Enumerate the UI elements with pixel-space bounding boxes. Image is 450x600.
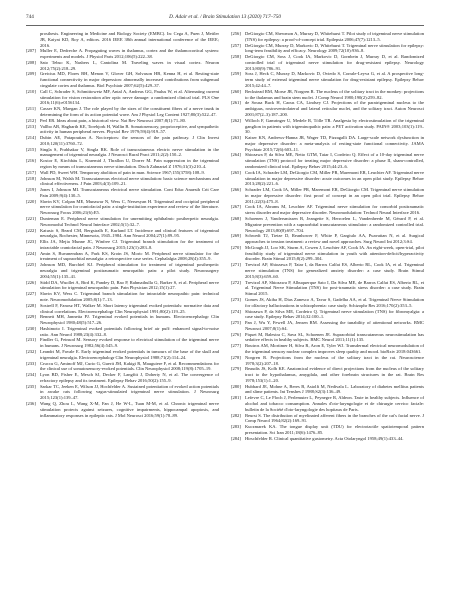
reference-number: [229] [26,314,36,320]
reference-text: Cook IA, Schrader LM, DeGiorgio CM, Miller PR, Maremont ER, Leuchter AF. Trigeminal nerve stimulation in major depressive disorder: acute outcomes in an open pilot study. Epilepsy Behav 2013;28(2):221–6. [245,169,424,187]
reference-text: Stidd DA, Wuollet A, Bird K, Pandey D, Rao P, Rahmathulla G, Barker S, et al. Peripheral nerve stimulation for trigeminal neuropathic pain. Pain Physician 2012;15(1):27. [40,279,219,291]
reference-entry [26,384,219,401]
reference-entry [231,332,424,344]
reference-entry [26,60,219,72]
reference-text: Jones I, Johnson MI. Transcutaneous electrical nerve stimulation. Cont Educ Anaesth Crit Care Pain 2009;9(4):130–5. [40,187,219,198]
reference-number: [210] [26,88,36,94]
reference-number: [220] [26,198,36,204]
reference-entry [231,297,424,309]
references-body [26,31,424,588]
reference-entry [231,309,424,321]
reference-number: [284] [231,435,241,441]
reference-number: [272] [231,279,241,285]
reference-text: Piquet M, Balestra C, Sava SL, Schoenen JE. Supraorbital transcutaneous neurostimulation has sedative effects in healthy subjects. BMC Neurol 2011;11(1):135. [245,331,424,343]
reference-number: [258] [231,54,241,60]
reference-entry [26,48,219,60]
reference-entry [26,228,219,240]
reference-entry [26,31,219,48]
reference-number: [264] [231,152,241,158]
reference-entry [26,199,219,216]
reference-entry [26,372,219,384]
reference-text: Dubin AE, Patapoutian A. Nociceptors: the sensors of the pain pathway. J Clin Invest 2010;120(11):3760–72. [40,135,219,146]
reference-entry [231,436,424,442]
references-right-column [231,31,424,588]
reference-number: [262] [231,117,241,123]
reference-number: [223] [26,239,36,245]
reference-entry [231,280,424,297]
reference-text: Hirschfelder R. Clinical quantitative gustometry. Acta Otolaryngol 1958;49(1):433–44. [245,435,404,441]
reference-number: [265] [231,169,241,175]
reference-number: [226] [26,279,36,285]
reference-number: [266] [231,187,241,193]
reference-text: Lyon BD, Fisher E, Mesch SJ, Decker F, Langfitt J, Doherty N, et al. The convergence of refractory epilepsy and its treatment. Epilepsy Behav 2016;50(2):155–9. [40,372,219,383]
reference-number: [208] [26,59,36,65]
reference-entry [231,245,424,262]
reference-text: Soss J, Heck C, Murray D, Markovic D, Oviedo S, Corrale-Leyva G, et al. A prospective long-term study of external trigeminal nerve stimulation for drug-resistant epilepsy. Epilepsy Behav 2015;42:44–7. [245,71,424,89]
reference-text: Sostrell F, Fanosz HT, Walker M. Short latency trigeminal evoked potentials: normative data and clinical correlations. Electroencephalogr Clin Neurophysiol 1991;80(2):119–25. [40,302,219,314]
reference-entry [26,158,219,170]
reference-number: [282] [231,412,241,418]
reference-text: Ellis JA, Mejia Munne JC, Winfree CJ. Trigeminal branch stimulation for the treatment of intractable craniofacial pain. J Neurosurg 2015;123(1):283–8. [40,239,219,250]
reference-number: [277] [231,343,241,349]
reference-entry [231,366,424,383]
reference-text: Johnson MD, Burchiel KJ. Peripheral stimulation for treatment of trigeminal postherpetic neuralgia and trigeminal posttraumatic neuropathic pain: a pilot study. Neurosurgery 2004;55(1):135–41. [40,262,219,279]
reference-entry [231,170,424,187]
reference-entry [26,71,219,88]
reference-entry [26,147,219,159]
reference-number: [215] [26,146,36,152]
reference-entry [26,262,219,279]
reference-number: [276] [231,331,241,337]
reference-text: Shiozawa P, da Silva ME, Netto GTM, Taiar I, Cordeiro Q. Effect of a 10-day trigeminal nerve stimulation (TNS) protocol for treating major depressive disorder: a phase II, sham-controlled, randomized clinical trial. Epilepsy Behav 2015;44:23–6. [245,152,424,169]
reference-number: [227] [26,291,36,297]
reference-text: McGough JJ, Loo SK, Sturm A, Cowen J, Leuchter AF, Cook IA. An eight-week, open-trial, pilot feasibility study of trigeminal nerve stimulation in youth with attention-deficit/hyperactivity disorder. Brain Stimul 2015;8(2):299–304. [245,244,424,262]
reference-entry [26,176,219,188]
reference-text: Kostor E, Kirchbäu L, Kraemid J, Thrallon U, Dorrer M. Pain suppression in the trigeminal region by means of transcutaneous nerve stimulation. Dtsch Zahnartzl Z 1976;31(3):210–4. [40,158,219,169]
reference-entry [231,384,424,396]
reference-number: [213] [26,123,36,129]
reference-number: [221] [26,216,36,221]
reference-entry [231,204,424,216]
reference-text: Vallbo AB, Hagbarth KE, Torebjork H, Wallin B. Somatosensory, proprioceptive, and sympathetic activity in human peripheral nerves. Physiol Rev 1979;59(4):919–57. [40,123,219,135]
reference-number: [271] [231,262,241,268]
reference-text: Kaiser KN, Andrews-Hanna JR, Wager TD, Pizzagalli DA. Large-scale network dysfunction in major depressive disorder: a meta-analysis of resting-state functional connectivity. JAMA Psychiatr 2015;72(6):603–11. [245,135,424,152]
reference-text: DeGiorgio CM, Shewmon A, Murray D, Whitehurst T. Pilot study of trigeminal nerve stimulation (TNS) for epilepsy: a proof-of-concept trial. Epilepsia 2006;47(7):1213–5. [245,31,424,42]
reference-number: [232] [26,348,36,354]
reference-text: Schoenen J, Vandersmissen B, Jeangette S, Herroelen L, Vandenheede M, Gérard P, et al. Migraine prevention with a supraorbital transcutaneous stimulator: a randomized controlled trial. Neurology 2013;80(8):697–704. [245,216,424,233]
reference-text: Schwedt TJ, Tietze D, Reanhower F, White P, Gargiulo AA, Puavattan N, et al. Surgical approaches to tension treatment: a review and novel approaches. Surg Neurol Int 2012;3:S4. [245,233,424,245]
reference-entry [231,262,424,279]
reference-text: Bennett MH, Jannetta PJ. Trigeminal evoked potentials in humans. Electroencephalogr Clin Neurophysiol 1980;48(5):517–26. [40,314,219,326]
reference-entry [26,337,219,349]
reference-entry [231,89,424,101]
reference-text: Cook IA, Abrams M, Leuchter AF. Trigeminal nerve stimulation for comorbid posttraumatic stress disorder and major depressive disorder. Neuromodulation: Technol Neural Interface 2016. [245,204,424,216]
reference-text: Findler G, Feinsod M. Sensory evoked response to electrical stimulation of the trigeminal nerve in humans. J Neurosurg 1982;56(4):545–9. [40,337,219,349]
reference-text: Amin S, Buvanendran A, Park KS, Kroin JS, Moric M. Peripheral nerve stimulator for the treatment of supraorbital neuralgia: a retrospective case series. Cephalalgia 2008;28(4):355–9. [40,250,219,262]
reference-number: [224] [26,250,36,256]
reference-text: Wang Q, Zhou L, Wang X-M, Fan J, He W-L, Tuan M-M, et al. Chronic trigeminal nerve stimulation protects against seizures, cognitive impairments, hippocampal apoptosis, and inflammatory responses in epileptic rats. J Mol Neurosci 2016;59(1):78–89. [40,401,219,418]
reference-number: [216] [26,158,36,164]
reference-entry [231,54,424,71]
reference-text: Dunteman E. Peripheral nerve stimulation for unremitting ophthalmic postherpetic neuralgia. Neuromodul Technol Neural Interface 2002;5(1):32–7. [40,216,219,227]
reference-number: [280] [231,383,241,389]
reference-text: Leandri M, Favale E. Early trigeminal evoked potentials in tumours of the base of the skull and trigeminal neuralgia. Electroencephalogr Clin Neurophysiol 1988;71(2):114–24. [40,348,219,360]
reference-entry [26,303,219,315]
reference-text: Perl ER. Ideas about pain, a historical view. Nat Rev Neurosci 2007;8(1):71–80. [40,117,187,123]
reference-number: [207] [26,48,36,54]
reference-entry [26,251,219,263]
reference-number: [228] [26,302,36,308]
references-left-column [26,31,219,588]
reference-entry [231,216,424,233]
reference-text: Pan J, Wu Y, Fewell JA, Jensen RM. Assessing the tunability of attentional networks. BMC Neurosci 2007;8(1):S4. [245,320,424,331]
page-number: 744 [26,14,34,20]
reference-entry [231,424,424,436]
reference-entry [26,239,219,251]
reference-text: DeGiorgio CM, Murray D, Markovic D, Whitehurst T. Trigeminal nerve stimulation for epilepsy: long-term feasibility and efficacy. Neurology 2009;72(10):936–8. [245,42,424,54]
reference-text: Beaudis JS, Kolb KE. Anatomical evidence of direct projections from the nucleus of the solitary tract to the hypothalamus, amygdala, and other forebrain structures in the rat. Brain Res 1978;153(1):1–20. [245,366,424,383]
reference-number: [235] [26,383,36,389]
reference-number: [281] [231,395,241,401]
reference-entry [231,233,424,245]
reference-number: [222] [26,227,36,233]
reference-entry [26,124,219,136]
reference-number: [256] [231,31,241,36]
reference-entry [26,135,219,147]
reference-entry [231,135,424,152]
reference-entry [26,280,219,292]
reference-text: Katusic S, Beard CM, Bergstralh E, Kurland LT. Incidence and clinical features of trigeminal neuralgia, Rochester, Minnesota, 1945–1984. Ann Neurol 2004;27(1):89–95. [40,227,219,239]
reference-number: [261] [231,100,241,106]
reference-text: Trevizol AP, Shiozawa P, Taiar I, da Barros Calfat ES, Alberto RL, Cook IA, et al. Trigeminal nerve stimulation (TNS) for generalized anxiety disorder: a case study. Brain Stimul 2015;8(3):659–60. [245,262,424,279]
reference-entry [231,320,424,332]
reference-number: [274] [231,308,241,314]
reference-number: [217] [26,169,36,175]
reference-number [26,31,40,48]
reference-text: Johnson M, Walsh M. Transcutaneous electrical nerve stimulation: basic science mechanisms and clinical effectiveness. J Pain 2003;4(3):109–21. [40,175,219,187]
reference-text: Sarkar TC, Jeeken E, Wilson JJ, Hochfelder A. Sustained potentiation of evoked action potentials in awake rats following vagus-stimulated trigeminal nerve stimulation. J Neurosurg 2015;123(1):139–47. [40,383,219,401]
reference-entry [26,401,219,418]
reference-number: [234] [26,372,36,378]
reference-entry [26,216,219,228]
reference-text: de Sousa Buck H, Caous CA, Lindsey CJ. Projections of the paratrigeminal nucleus to the ambiguus, rostroventrolateral and lateral reticular nuclei, and the solitary tract. Auton Neurosci 2001;87(2–3):187–200. [245,100,424,117]
reference-text: Beckstead RM, Morse JR, Norgren R. The nucleus of the solitary tract in the monkey: projections to the thalamus and brain stem nuclei. J Comp Neurol 1980;190(2):259–82. [245,88,424,100]
reference-text: Cruccu G, Aminoff MJ, Curio G, Guerit JM, Kakigi R, Mauguiere F, et al. Recommendations for the clinical use of somatosensory-evoked potentials. Clin Neurophysiol 2008;119(8):1705–19. [40,360,219,372]
reference-number: [260] [231,88,241,94]
journal-reference: D. Adair et al. / Brain Stimulation 13 (2020) 717–750 [169,14,281,20]
reference-number: [273] [231,296,241,302]
reference-entry [231,355,424,367]
reference-text: Boutros AM, Mortimer H, Silva R, Aron E, Tyler WJ. Transdermal electrical neuromodulation of the trigeminal sensory nuclear complex improves sleep quality and mood. bioRxiv 2018:043661. [245,343,424,354]
reference-entry [26,349,219,361]
reference-text: Hashimoto I. Trigeminal evoked potentials following brief air puff: enhanced signal-to-noise ratio. Ann Neurol 1988;23(4):332–8. [40,325,219,337]
reference-text: DeGiorgio CM, Soss J, Cook IA, Markovic D, Gornbein J, Murray D, et al. Randomized controlled trial of trigeminal nerve stimulation for drug-resistant epilepsy. Neurology 2013;80(9):786–91. [245,54,424,71]
reference-text: Lefevre C, Le Floch J, Perlemuter L, Peynegre R, Aldeon. Taste in healthy subjects. Influence of alcohol and tobacco consumption. Annales d'oto-laryngologie et de chirurgie cervico faciale: bulletin de la Société d'oto-laryngologie des hopitaux de Paris. [245,395,424,412]
reference-entry [231,187,424,204]
reference-number: [275] [231,320,241,326]
reference-text: Gomes JS, Akiba H, Dias Zanesco A, Tavar S, Gadelha AA, et al. Trigeminal Nerve Stimulation for olfactory hallucinations in schizophrenia: case study. Schizophr Res 2016;170(2):353–5. [245,296,424,308]
reference-text: Kuczmarek KA. The tongue display unit (TDU) for electrotactile spatiotemporal pattern presentation. Sci Iran 2011;18(6):1476–85. [245,424,424,435]
reference-entry [231,413,424,425]
reference-number: [231] [26,337,36,343]
reference-number: [267] [231,204,241,210]
reference-number: [269] [231,233,241,239]
reference-entry [231,118,424,135]
reference-number: [214] [26,135,36,141]
reference-text: Norgren R. Projections from the nucleus of the solitary tract in the rat. Neuroscience 1978;3(2):207–18. [245,354,424,366]
reference-text: Singla S, Prabhakar V, Singla RK. Role of transcutaneous electric nerve stimulation in the management of trigeminal neuralgia. J Neurosci Rural Pract 2011;2(2):150–2. [40,146,219,158]
reference-text: Hubbard JE, Mohne A, Beres B, Astolfi M, Nedivala L. Laboratory of diabetes mellitus patients and slime patients. Int Tenshes J 1988;S2(3):136–49. [245,383,424,395]
reference-entry [231,31,424,43]
reference-text: Call C, Schrader S, Schmittowetz MF, Antal A, Andreas GG, Paulus W, et al. Alternating current stimulation for vision restoration after optic nerve damage: a randomized clinical trial. PLS One 2016;11(6):e0156134. [40,88,219,106]
reference-number: [278] [231,354,241,360]
reference-number: [263] [231,135,241,141]
reference-entry [231,395,424,412]
reference-number: [230] [26,325,36,331]
reference-text: Shiozawa P, da Silva ME, Cordeiro Q. Trigeminal nerve stimulation (TNS) for fibromyalgia: a case study. Epilepsy Behav 2014;32:100–1. [245,308,424,320]
reference-number: [225] [26,262,36,268]
reference-entry [231,100,424,117]
reference-number: [236] [26,401,36,406]
reference-number: [212] [26,117,36,123]
running-header [26,12,424,22]
header-rule [26,25,424,26]
reference-number: [218] [26,175,36,181]
reference-text: Slavin KV, Colpan ME, Munawar N, Wess C, Nersesyan H. Trigeminal and occipital peripheral nerve stimulation for craniofacial pain: a single-institution experience and review of the literature. Neurosurg Focus 2006;21(6):E5. [40,198,219,216]
reference-entry [26,314,219,326]
reference-number: [279] [231,366,241,372]
reference-entry [26,361,219,373]
reference-entry [231,71,424,88]
reference-entry [231,43,424,55]
reference-entry [26,326,219,338]
reference-number: [259] [231,71,241,77]
reference-text: Willoch F, Gamringer U, Medele R, Tölle TR. Analgesia by electrostimulation of the trigeminal ganglion in patients with trigeminopathic pain: a PET activation study. PAIN® 2003;103(1):119–30. [245,117,424,135]
reference-entry [26,291,219,303]
reference-number: [211] [26,106,36,112]
reference-entry [231,152,424,169]
reference-entry [26,106,219,118]
reference-text: prosthesis. Engineering in Medicine and Biology Society (EMBC). In: Cega A, Puen J, Mettler JB, Kaiyat KD, Roy A, editors. 2016 IEEE 38th annual international conference of the IEEE; 2016. [40,31,219,48]
reference-text: Trevizol AP, Shiozawa P, Albuquerque Sato I, Da Silva ME, de Barros Calfat ES, Alberto RL, et al. Trigeminal Nerve Stimulation (TNS) for post-traumatic stress disorder: a case study. Brain Stimul 2015. [245,279,424,297]
reference-number: [283] [231,424,241,430]
reference-text: Greicius MD, Flores BH, Menon V, Glover GH, Solvason HB, Kenna H, et al. Resting-state functional connectivity in major depression: abnormally increased contributions from subgenual cingulate cortex and thalamus. Biol Psychiatr 2007;62(5):429–37. [40,71,219,89]
reference-text: Schrader LM, Cook IA, Miller PR, Maremont ER, DeGiorgio CM. Trigeminal nerve stimulation in major depressive disorder: first proof of concept in an open pilot trial. Epilepsy Behav 2011;22(3):475–8. [245,187,424,204]
reference-number: [233] [26,360,36,366]
reference-entry [231,343,424,355]
reference-entry [26,89,219,106]
reference-number: [219] [26,187,36,193]
reference-number: [270] [231,244,241,250]
reference-number: [257] [231,42,241,48]
reference-text: Muller E, Dedreche A. Propagating waves in thalamus, cortex and the thalamocortical system: experiments and models. J Physiol Paris 2012;106(5):222–38. [40,48,219,60]
reference-number: [209] [26,71,36,77]
reference-text: Sato Tebso K, Nasbers L, Cantolina M. Traveling waves in visual cortex. Neuron 2012;75(2):218–29. [40,59,219,71]
reference-entry [26,187,219,199]
reference-text: Slavin KV, Wess C. Trigeminal branch stimulation for intractable neuropathic pain: technical note. Neuromodulation 2005;8(1):7–13. [40,291,219,302]
reference-text: Casser KN, Maegan J. The role played by the sizes of the constituent fibers of a nerve trunk in determining the form of its action potential wave. Am J Physiol Leg Content 1927;80(3):522–47. [40,106,219,117]
reference-number: [268] [231,216,241,221]
reference-text: Beurst S. The distribution of myelinated afferent fibers in the branches of the cat's facial nerve. J Comp Neurol 1964;82(2):169–91. [245,412,424,424]
reference-text: Wall PD, Sweet WH. Temporary abolition of pain in man. Science 1967;155(3758):108–9. [40,169,205,175]
